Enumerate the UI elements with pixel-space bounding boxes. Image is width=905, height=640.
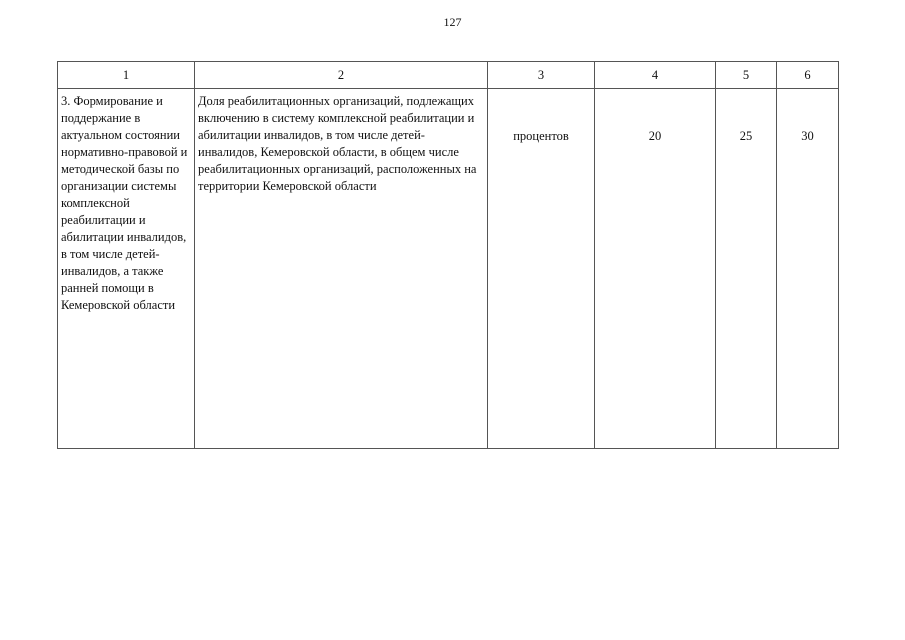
value-cell-6: 30	[777, 89, 839, 449]
task-cell: 3. Формирование и поддержание в актуальном состоянии нормативно-правовой и методической базы по организации системы комплексной реабилитации и абилитации инвалидов, в том числе детей-инвалидов, а также ранней помощи в Кемеровской области	[58, 89, 195, 449]
column-header-2: 2	[195, 62, 488, 89]
indicators-table	[57, 61, 839, 449]
column-header-6: 6	[777, 62, 839, 89]
table-row	[58, 89, 839, 449]
column-header-3: 3	[488, 62, 595, 89]
unit-cell: процентов	[488, 89, 595, 449]
value-cell-5: 25	[716, 89, 777, 449]
column-header-1: 1	[58, 62, 195, 89]
table-header-row	[58, 62, 839, 89]
page-number: 127	[443, 15, 462, 29]
value-cell-4: 20	[595, 89, 716, 449]
column-header-4: 4	[595, 62, 716, 89]
indicator-cell: Доля реабилитационных организаций, подлежащих включению в систему комплексной реабилитации и абилитации инвалидов, в том числе детей-инвалидов, Кемеровской области, в общем числе реабилитационных организаций, расположенных на территории Кемеровской области	[195, 89, 488, 449]
column-header-5: 5	[716, 62, 777, 89]
